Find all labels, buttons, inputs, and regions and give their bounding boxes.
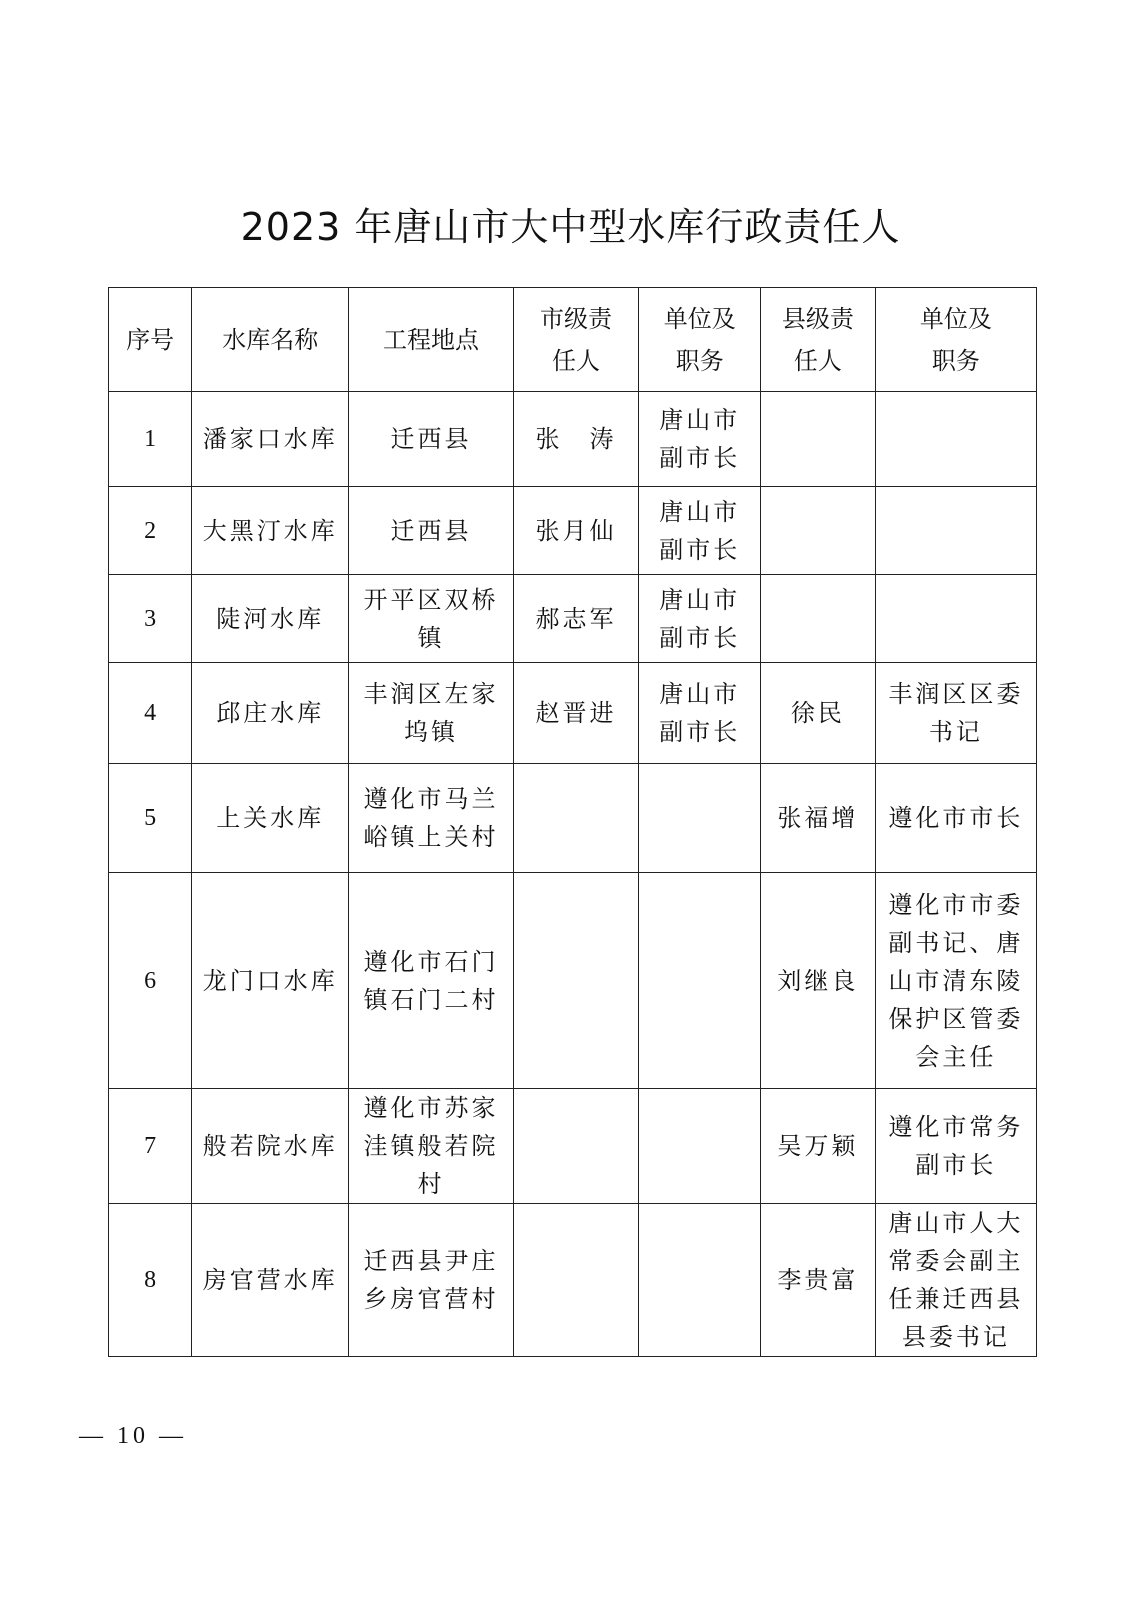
cell-county-position <box>875 1204 1036 1357</box>
header-serial: 序号 <box>109 288 192 392</box>
table-row <box>109 873 1037 1089</box>
header-location: 工程地点 <box>349 288 513 392</box>
cell-location <box>349 764 513 873</box>
header-reservoir-name: 水库名称 <box>192 288 349 392</box>
cell-city-person <box>513 764 639 873</box>
cell-serial: 8 <box>109 1204 192 1357</box>
cell-county-person: 张福增 <box>761 764 876 873</box>
header-city-person: 市级责 任人 <box>513 288 639 392</box>
cell-city-position-line: 唐山市 <box>659 585 741 614</box>
table-row <box>109 487 1037 575</box>
cell-location <box>349 487 513 575</box>
cell-city-person: 张月仙 <box>513 487 639 575</box>
cell-city-position-line: 副市长 <box>659 535 741 564</box>
table-row <box>109 1089 1037 1204</box>
cell-county-position-line: 保护区管委 <box>888 1004 1024 1033</box>
cell-location-line: 村 <box>417 1170 445 1198</box>
table-row <box>109 663 1037 764</box>
cell-location-line: 乡房官营村 <box>363 1285 499 1313</box>
cell-location <box>349 663 513 764</box>
cell-reservoir-name: 上关水库 <box>192 764 349 873</box>
cell-county-position <box>875 487 1036 575</box>
cell-reservoir-name: 大黑汀水库 <box>192 487 349 575</box>
cell-city-position <box>639 575 761 663</box>
header-county-position: 单位及 职务 <box>875 288 1036 392</box>
cell-location-line: 遵化市石门 <box>363 947 499 976</box>
cell-location <box>349 873 513 1089</box>
table-row <box>109 392 1037 487</box>
cell-reservoir-name: 陡河水库 <box>192 575 349 663</box>
cell-county-position <box>875 663 1036 764</box>
cell-city-position <box>639 487 761 575</box>
cell-county-position <box>875 764 1036 873</box>
cell-county-person <box>761 392 876 487</box>
cell-city-position-line: 唐山市 <box>659 680 741 708</box>
cell-city-person: 张 涛 <box>513 392 639 487</box>
cell-location <box>349 392 513 487</box>
cell-location-line: 丰润区左家 <box>363 680 499 708</box>
cell-city-person <box>513 1089 639 1204</box>
cell-city-position <box>639 392 761 487</box>
cell-county-position <box>875 575 1036 663</box>
cell-serial: 4 <box>109 663 192 764</box>
cell-reservoir-name: 龙门口水库 <box>192 873 349 1089</box>
cell-county-position-line: 任兼迁西县 <box>888 1285 1024 1313</box>
cell-location-line: 坞镇 <box>403 718 458 746</box>
cell-county-position-line: 遵化市市长 <box>888 804 1024 832</box>
cell-location-line: 镇石门二村 <box>363 985 499 1014</box>
cell-reservoir-name: 房官营水库 <box>192 1204 349 1357</box>
cell-serial: 1 <box>109 392 192 487</box>
cell-city-position <box>639 873 761 1089</box>
cell-location-line: 峪镇上关村 <box>363 823 499 851</box>
cell-county-position <box>875 392 1036 487</box>
cell-serial: 3 <box>109 575 192 663</box>
cell-city-position <box>639 1089 761 1204</box>
page-title: 2023 年唐山市大中型水库行政责任人 <box>240 205 901 249</box>
page-number: — 10 — <box>79 1423 187 1449</box>
cell-city-person: 郝志军 <box>513 575 639 663</box>
cell-county-person: 徐民 <box>761 663 876 764</box>
cell-county-position-line: 唐山市人大 <box>888 1209 1024 1237</box>
cell-serial: 6 <box>109 873 192 1089</box>
cell-county-position-line: 会主任 <box>915 1042 997 1071</box>
cell-county-position-line: 山市清东陵 <box>888 966 1024 995</box>
cell-serial: 7 <box>109 1089 192 1204</box>
cell-county-position <box>875 873 1036 1089</box>
cell-location <box>349 1204 513 1357</box>
cell-reservoir-name: 潘家口水库 <box>192 392 349 487</box>
cell-location <box>349 1089 513 1204</box>
cell-county-position-line: 遵化市常务 <box>888 1113 1024 1141</box>
cell-location-line: 洼镇般若院 <box>363 1132 499 1160</box>
cell-city-position-line: 唐山市 <box>659 406 741 434</box>
cell-location-line: 镇 <box>417 623 445 652</box>
cell-location-line: 迁西县 <box>390 425 472 453</box>
cell-city-person <box>513 1204 639 1357</box>
cell-county-position-line: 县委书记 <box>901 1323 1010 1351</box>
cell-city-position-line: 副市长 <box>659 623 741 652</box>
cell-location-line: 遵化市苏家 <box>363 1094 499 1122</box>
cell-city-position <box>639 1204 761 1357</box>
cell-serial: 5 <box>109 764 192 873</box>
cell-city-person <box>513 873 639 1089</box>
reservoir-table <box>108 287 1037 1357</box>
cell-county-position <box>875 1089 1036 1204</box>
cell-city-position-line: 唐山市 <box>659 497 741 526</box>
cell-city-position <box>639 764 761 873</box>
cell-county-position-line: 副书记、唐 <box>888 928 1024 957</box>
cell-county-person: 吴万颖 <box>761 1089 876 1204</box>
cell-county-person: 李贵富 <box>761 1204 876 1357</box>
cell-county-position-line: 副市长 <box>915 1151 997 1179</box>
table-header-row <box>109 288 1037 392</box>
table-row <box>109 764 1037 873</box>
cell-county-position-line: 丰润区区委 <box>888 680 1024 708</box>
cell-reservoir-name: 般若院水库 <box>192 1089 349 1204</box>
cell-county-person <box>761 575 876 663</box>
cell-city-person: 赵晋进 <box>513 663 639 764</box>
table-row <box>109 575 1037 663</box>
cell-county-person: 刘继良 <box>761 873 876 1089</box>
cell-city-position-line: 副市长 <box>659 718 741 746</box>
header-county-person: 县级责 任人 <box>761 288 876 392</box>
cell-city-position-line: 副市长 <box>659 444 741 472</box>
cell-serial: 2 <box>109 487 192 575</box>
cell-county-position-line: 遵化市市委 <box>888 890 1024 919</box>
cell-county-position-line: 书记 <box>928 718 983 746</box>
cell-location-line: 遵化市马兰 <box>363 785 499 813</box>
cell-reservoir-name: 邱庄水库 <box>192 663 349 764</box>
cell-county-position-line: 常委会副主 <box>888 1247 1024 1275</box>
cell-city-position <box>639 663 761 764</box>
cell-location <box>349 575 513 663</box>
cell-location-line: 开平区双桥 <box>363 585 499 614</box>
cell-location-line: 迁西县 <box>390 516 472 545</box>
table-row <box>109 1204 1037 1357</box>
cell-location-line: 迁西县尹庄 <box>363 1247 499 1275</box>
cell-county-person <box>761 487 876 575</box>
header-city-position: 单位及 职务 <box>639 288 761 392</box>
